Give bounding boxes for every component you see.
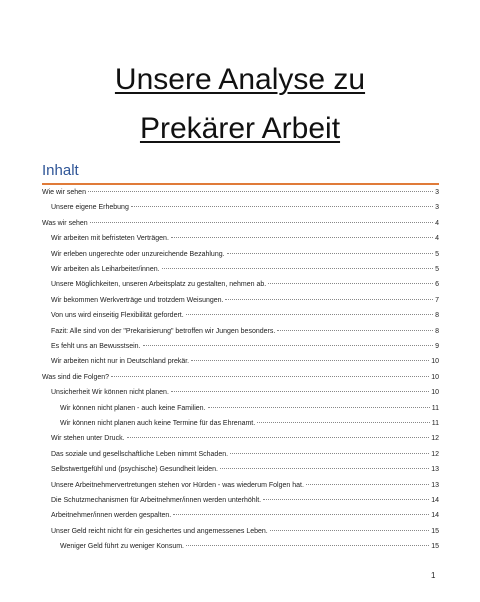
toc-entry-title: Wir erleben ungerechte oder unzureichende Bezahlung.: [51, 250, 225, 258]
toc-entry-title: Arbeitnehmer/innen werden gespalten.: [51, 512, 172, 520]
toc-entry-page: 5: [435, 266, 439, 273]
toc-entry[interactable]: [60, 541, 439, 553]
toc-entry-title: Wir können nicht planen - auch keine Familien.: [60, 404, 206, 412]
toc-entry[interactable]: [51, 341, 439, 353]
toc-dot-leader: [90, 222, 433, 223]
toc-dot-leader: [143, 345, 434, 346]
toc-dot-leader: [268, 283, 433, 284]
toc-entry-title: Wir bekommen Werkverträge und trotzdem Weisungen.: [51, 296, 224, 304]
toc-entry-page: 9: [435, 343, 439, 350]
toc-entry-title: Wir arbeiten nicht nur in Deutschland prekär.: [51, 358, 190, 366]
toc-entry-page: 12: [431, 435, 439, 443]
toc-dot-leader: [131, 206, 433, 207]
toc-entry-title: Es fehlt uns an Bewusstsein.: [51, 343, 141, 350]
document-title-line-2: Prekärer Arbeit: [139, 112, 341, 145]
toc-dot-leader: [111, 376, 429, 377]
toc-entry[interactable]: [51, 279, 439, 291]
toc-entry[interactable]: [60, 418, 439, 430]
toc-entry[interactable]: [51, 356, 439, 368]
toc-entry[interactable]: [51, 433, 439, 445]
toc-dot-leader: [88, 191, 433, 192]
toc-entry-page: 10: [431, 389, 439, 397]
toc-entry[interactable]: [42, 218, 439, 230]
toc-entry-page: 6: [435, 281, 439, 289]
toc-entry-page: 7: [435, 296, 439, 304]
toc-entry[interactable]: [51, 264, 439, 276]
toc-entry-page: 13: [431, 481, 439, 489]
toc-entry-title: Wie wir sehen: [42, 189, 86, 196]
toc-entry-page: 15: [431, 543, 439, 551]
page-number: 1: [431, 571, 436, 580]
toc-entry[interactable]: [51, 326, 439, 338]
toc-entry-title: Wir stehen unter Druck.: [51, 435, 125, 443]
toc-entry[interactable]: [42, 187, 439, 199]
toc-entry-title: Was sind die Folgen?: [42, 373, 110, 381]
toc-entry-page: 3: [435, 189, 439, 196]
toc-entry-title: Unsere Möglichkeiten, unseren Arbeitsplatz zu gestalten, nehmen ab.: [51, 281, 267, 289]
toc-dot-leader: [171, 391, 429, 392]
toc-entry[interactable]: [51, 249, 439, 261]
toc-dot-leader: [263, 499, 429, 500]
toc-dot-leader: [186, 545, 429, 546]
toc-entry-title: Wir können nicht planen auch keine Termine für das Ehrenamt.: [60, 420, 256, 427]
toc-entry[interactable]: [51, 387, 439, 399]
toc-entry[interactable]: [51, 233, 439, 245]
toc-heading: Inhalt: [42, 162, 79, 179]
toc-entry[interactable]: [51, 295, 439, 307]
toc-entry[interactable]: [60, 403, 439, 415]
toc-dot-leader: [270, 530, 429, 531]
toc-entry-page: 3: [435, 204, 439, 212]
toc-heading-rule: [42, 183, 439, 185]
toc-entry-page: 4: [435, 235, 439, 243]
toc-entry-title: Unser Geld reicht nicht für ein gesichertes und angemessenes Leben.: [51, 527, 268, 535]
toc-dot-leader: [173, 514, 429, 515]
toc-entry[interactable]: [51, 495, 439, 507]
toc-entry-page: 11: [431, 420, 439, 427]
toc-entry-page: 14: [431, 512, 439, 520]
toc-entry-title: Wir arbeiten als Leiharbeiter/innen.: [51, 266, 160, 273]
toc-entry[interactable]: [51, 510, 439, 522]
toc-entry-title: Von uns wird einseitig Flexibilität gefordert.: [51, 312, 184, 320]
toc-entry[interactable]: [51, 480, 439, 492]
toc-dot-leader: [227, 253, 434, 254]
toc-dot-leader: [127, 437, 430, 438]
toc-entry-page: 10: [431, 358, 439, 366]
toc-dot-leader: [208, 407, 430, 408]
toc-entry-page: 13: [431, 466, 439, 474]
toc-entry-page: 5: [435, 250, 439, 258]
toc-entry-title: Weniger Geld führt zu weniger Konsum.: [60, 543, 184, 551]
toc-entry-page: 4: [435, 219, 439, 227]
toc-entry-title: Unsere eigene Erhebung: [51, 204, 129, 212]
toc-entry-title: Unsere Arbeitnehmervertretungen stehen vor Hürden - was wiederum Folgen hat.: [51, 481, 304, 489]
toc-dot-leader: [191, 360, 429, 361]
toc-entry-page: 8: [435, 327, 439, 335]
toc-entry-page: 11: [431, 404, 439, 412]
toc-dot-leader: [277, 330, 433, 331]
toc-entry[interactable]: [51, 464, 439, 476]
toc-entry[interactable]: [42, 372, 439, 384]
toc-entry-title: Selbstwertgefühl und (psychische) Gesundheit leiden.: [51, 466, 218, 474]
toc-dot-leader: [171, 237, 433, 238]
toc-entry-title: Die Schutzmechanismen für Arbeitnehmer/innen werden unterhöhlt.: [51, 497, 262, 504]
toc-entry[interactable]: [51, 310, 439, 322]
document-title-line-1: Unsere Analyse zu: [114, 63, 366, 96]
toc-entry-page: 8: [435, 312, 439, 320]
toc-dot-leader: [186, 314, 433, 315]
toc-entry[interactable]: [51, 526, 439, 538]
toc-entry-page: 12: [431, 450, 439, 458]
toc-dot-leader: [306, 484, 429, 485]
toc-dot-leader: [257, 422, 430, 423]
toc-entry-page: 14: [431, 497, 439, 504]
toc-entry-title: Was wir sehen: [42, 219, 88, 227]
toc-entry[interactable]: [51, 202, 439, 214]
toc-entry-page: 10: [431, 373, 439, 381]
toc-dot-leader: [225, 299, 433, 300]
toc-entry-title: Das soziale und gesellschaftliche Leben nimmt Schaden.: [51, 450, 229, 458]
toc-dot-leader: [230, 453, 429, 454]
toc-entry[interactable]: [51, 449, 439, 461]
toc-dot-leader: [220, 468, 429, 469]
toc-entry-page: 15: [431, 527, 439, 535]
toc-dot-leader: [162, 268, 434, 269]
toc-entry-title: Fazit: Alle sind von der "Prekarisierung" betroffen wir Jungen besonders.: [51, 327, 276, 335]
toc-entry-title: Wir arbeiten mit befristeten Verträgen.: [51, 235, 169, 243]
toc-entry-title: Unsicherheit Wir können nicht planen.: [51, 389, 169, 397]
